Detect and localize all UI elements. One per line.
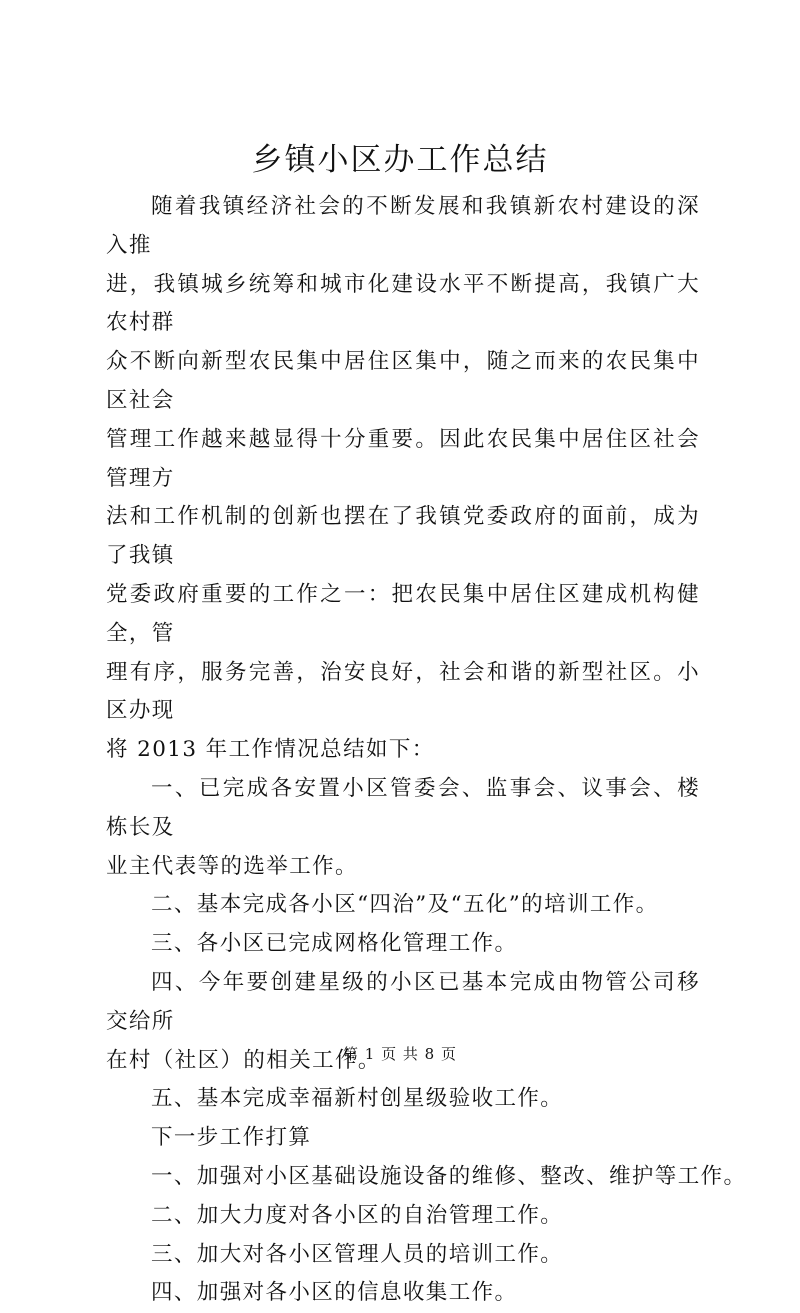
plan-4: 四、加强对各小区的信息收集工作。 xyxy=(151,1280,518,1306)
intro-paragraph xyxy=(106,188,700,770)
item-1 xyxy=(106,770,700,886)
item-1-line-2: 业主代表等的选举工作。 xyxy=(106,853,358,879)
item-2: 二、基本完成各小区“四治”及“五化”的培训工作。 xyxy=(151,892,659,918)
intro-line-3: 众不断向新型农民集中居住区集中，随之而来的农民集中区社会 xyxy=(106,349,700,413)
plan-1: 一、加强对小区基础设施设备的维修、整改、维护等工作。 xyxy=(151,1163,747,1189)
intro-line-5: 法和工作机制的创新也摆在了我镇党委政府的面前，成为了我镇 xyxy=(106,504,700,569)
item-1-line-1: 一、已完成各安置小区管委会、监事会、议事会、楼栋长及 xyxy=(106,775,700,840)
plan-3: 三、加大对各小区管理人员的培训工作。 xyxy=(151,1241,564,1267)
item-4-line-1: 四、今年要创建星级的小区已基本完成由物管公司移交给所 xyxy=(106,969,700,1034)
intro-line-4: 管理工作越来越显得十分重要。因此农民集中居住区社会管理方 xyxy=(106,426,700,491)
next-steps-heading: 下一步工作打算 xyxy=(151,1125,312,1151)
plan-2: 二、加大力度对各小区的自治管理工作。 xyxy=(151,1202,564,1228)
intro-line-7: 理有序，服务完善，治安良好，社会和谐的新型社区。小区办现 xyxy=(106,659,700,724)
page-number-footer: 第 1 页 共 8 页 xyxy=(343,1045,457,1063)
document-title: 乡镇小区办工作总结 xyxy=(251,142,549,178)
item-5: 五、基本完成幸福新村创星级验收工作。 xyxy=(151,1086,564,1112)
item-3: 三、各小区已完成网格化管理工作。 xyxy=(151,931,518,957)
intro-line-6: 党委政府重要的工作之一：把农民集中居住区建成机构健全，管 xyxy=(106,581,700,646)
intro-line-1: 随着我镇经济社会的不断发展和我镇新农村建设的深入推 xyxy=(106,194,700,258)
item-4-line-2: 在村（社区）的相关工作。 xyxy=(106,1047,381,1073)
intro-line-2: 进，我镇城乡统筹和城市化建设水平不断提高，我镇广大农村群 xyxy=(106,271,700,336)
document-body xyxy=(106,188,747,1313)
intro-line-8: 将 2013 年工作情况总结如下： xyxy=(106,737,435,763)
